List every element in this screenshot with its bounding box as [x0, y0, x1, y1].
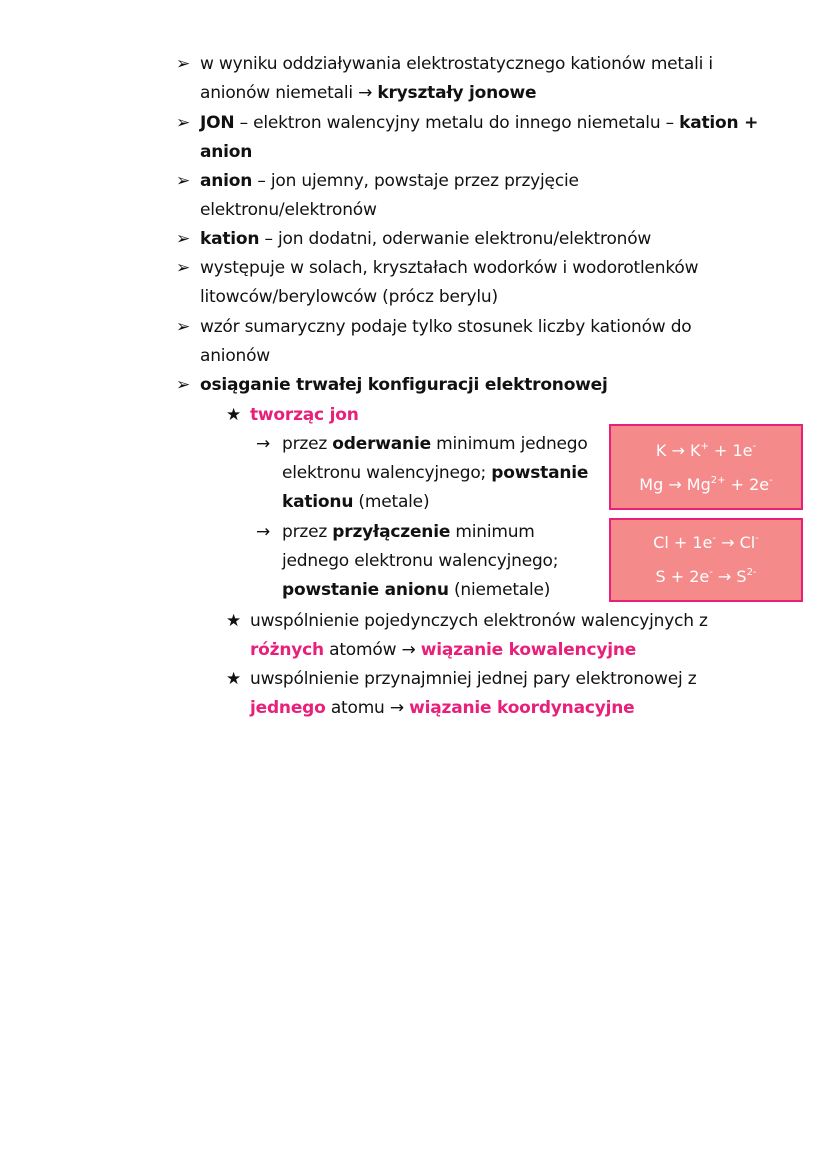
bullet-bold-text: kation + anion: [200, 113, 759, 162]
charge: -: [709, 567, 713, 578]
bullet-anion-definition: [176, 167, 786, 225]
bold-text: powstanie kationu: [282, 463, 589, 512]
bullet-text: – jon ujemny, powstaje przez przyjęcie elektronu/elektronów: [200, 171, 579, 220]
bullet-formula: [176, 313, 786, 371]
sub-bullet-coordinate: [226, 665, 786, 723]
anion-equations-box: [609, 518, 803, 602]
arrowhead-bullet-icon: ➢: [176, 229, 191, 249]
text: → Cl: [716, 533, 756, 552]
text: minimum jednego elektronu walencyjnego;: [282, 522, 559, 571]
arrowhead-bullet-icon: ➢: [176, 375, 191, 395]
charge: 2+: [710, 475, 726, 486]
text: (metale): [353, 492, 430, 512]
bullet-occurrence: [176, 254, 786, 312]
text: → S: [712, 567, 747, 586]
bullet-ion-definition: [176, 109, 786, 167]
text: K → K: [655, 441, 701, 460]
text: + 2e: [725, 475, 770, 494]
star-bullet-icon: ★: [226, 405, 242, 425]
bullet-stable-configuration: [176, 371, 786, 400]
bullet-text: – elektron walencyjny metalu do innego niemetalu –: [234, 113, 680, 133]
bullet-cation-definition: [176, 225, 786, 254]
text: + 1e: [708, 441, 753, 460]
bullet-bold-text: kation: [200, 229, 260, 249]
bold-text: przyłączenie: [332, 522, 451, 542]
text: (niemetale): [448, 580, 551, 600]
arrowhead-bullet-icon: ➢: [176, 171, 191, 191]
equation-sulfur: [611, 560, 801, 594]
charge: -: [752, 441, 757, 452]
bullet-ionic-crystals: [176, 50, 786, 108]
text: uwspólnienie pojedynczych elektronów walencyjnych z: [250, 611, 708, 631]
text: przez: [282, 522, 333, 542]
bullet-bold-text: JON: [200, 113, 235, 133]
sub-sub-bullet-anion: [256, 518, 606, 605]
charge: -: [755, 533, 759, 544]
text: minimum jednego elektronu walencyjnego;: [282, 434, 588, 483]
bullet-text: występuje w solach, kryształach wodorków i wodorotlenków litowców/berylowców (prócz berylu): [200, 258, 699, 307]
highlight-text: jednego: [250, 698, 326, 718]
arrow-bullet-icon: →: [256, 522, 271, 542]
text: przez: [282, 434, 333, 454]
text: S + 2e: [655, 567, 710, 586]
highlight-text: wiązanie koordynacyjne: [409, 698, 635, 718]
bullet-text: w wyniku oddziaływania elektrostatycznego kationów metali i anionów niemetali →: [200, 54, 713, 103]
arrowhead-bullet-icon: ➢: [176, 258, 191, 278]
sub-sub-bullet-cation: [256, 430, 606, 517]
bullet-text: – jon dodatni, oderwanie elektronu/elektronów: [259, 229, 652, 249]
arrowhead-bullet-icon: ➢: [176, 113, 191, 133]
bullet-bold-text: kryształy jonowe: [377, 83, 537, 103]
text: Cl + 1e: [653, 533, 713, 552]
cation-equations-box: [609, 424, 803, 510]
bullet-bold-text: osiąganie trwałej konfiguracji elektronowej: [200, 375, 608, 395]
charge: -: [769, 475, 773, 486]
bold-text: powstanie anionu: [282, 580, 449, 600]
bullet-text: wzór sumaryczny podaje tylko stosunek liczby kationów do anionów: [200, 317, 692, 366]
highlight-text: wiązanie kowalencyjne: [420, 640, 637, 660]
text: atomu →: [325, 698, 410, 718]
star-bullet-icon: ★: [226, 611, 242, 631]
equation-chlorine: [611, 526, 801, 560]
charge: -: [712, 533, 716, 544]
text: uwspólnienie przynajmniej jednej pary elektronowej z: [250, 669, 697, 689]
bullet-bold-text: anion: [200, 171, 253, 191]
text: atomów →: [323, 640, 421, 660]
text: Mg → Mg: [639, 475, 711, 494]
highlight-text: różnych: [250, 640, 324, 660]
sub-heading: tworząc jon: [250, 405, 359, 425]
bold-text: oderwanie: [332, 434, 431, 454]
arrow-bullet-icon: →: [256, 434, 271, 454]
arrowhead-bullet-icon: ➢: [176, 54, 191, 74]
star-bullet-icon: ★: [226, 669, 242, 689]
charge: 2-: [746, 567, 757, 578]
charge: +: [700, 441, 709, 452]
arrowhead-bullet-icon: ➢: [176, 317, 191, 337]
sub-bullet-covalent: [226, 607, 786, 665]
equation-potassium: [611, 434, 801, 468]
equation-magnesium: [611, 468, 801, 502]
